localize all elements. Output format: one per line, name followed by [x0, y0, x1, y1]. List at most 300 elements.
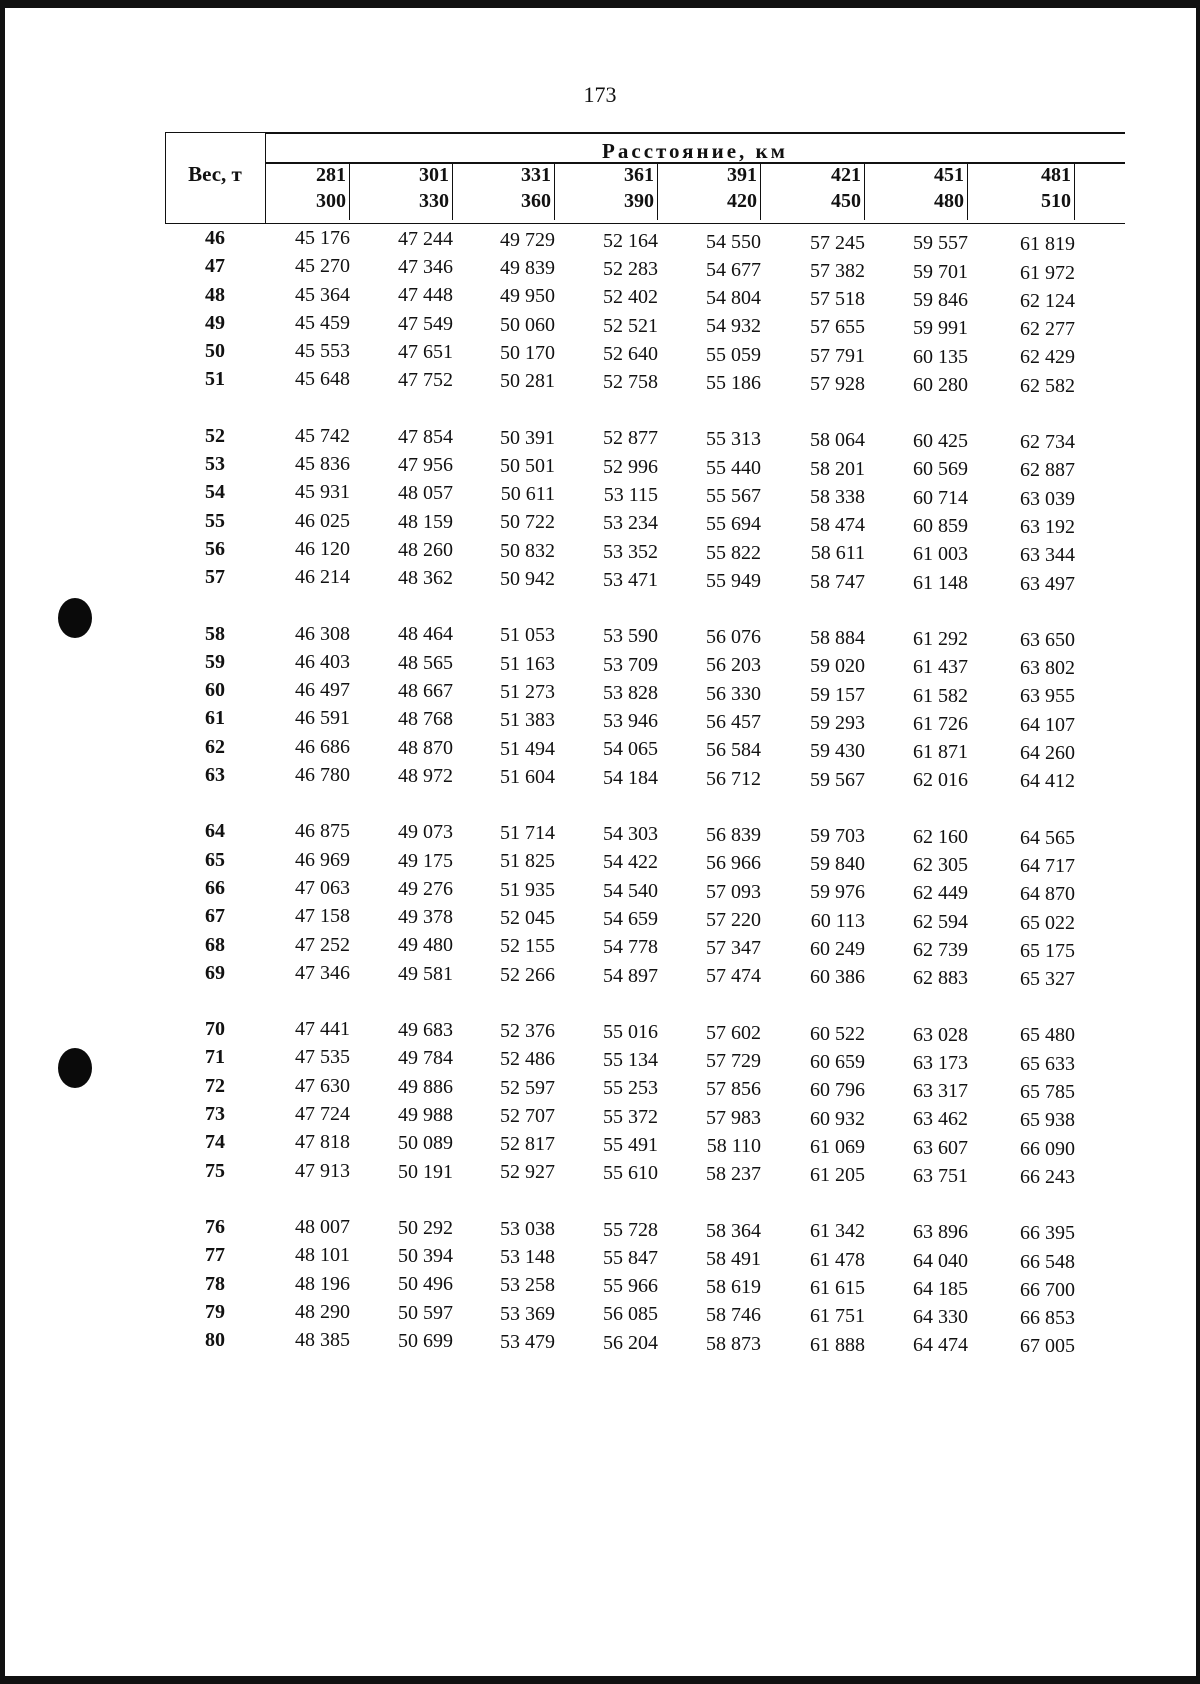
header-bottom-rule: [165, 223, 1125, 224]
tariff-cell: 55 372: [603, 1105, 658, 1128]
table-row: [165, 877, 1125, 905]
tariff-cell: 65 785: [1020, 1081, 1075, 1104]
table-row: [165, 1103, 1125, 1131]
tariff-cell: 59 976: [810, 881, 865, 904]
tariff-cell: 64 474: [913, 1334, 968, 1357]
tariff-cell: 48 362: [398, 567, 453, 590]
tariff-cell: 48 057: [398, 482, 453, 505]
tariff-cell: 57 928: [810, 372, 865, 395]
tariff-cell: 54 677: [706, 258, 761, 281]
tariff-cell: 64 107: [1020, 713, 1075, 736]
tariff-cell: 52 996: [603, 455, 658, 478]
tariff-cell: 53 148: [500, 1246, 555, 1268]
tariff-cell: 49 276: [398, 877, 453, 900]
range-from: 481: [1041, 164, 1071, 186]
tariff-cell: 60 659: [810, 1050, 865, 1073]
weight-cell: 64: [205, 820, 225, 843]
tariff-cell: 63 955: [1020, 685, 1075, 708]
tariff-cell: 46 025: [295, 509, 350, 532]
tariff-cell: 49 480: [398, 934, 453, 957]
tariff-cell: 57 474: [706, 965, 761, 988]
table-row: [165, 1075, 1125, 1103]
tariff-cell: 61 003: [913, 543, 968, 566]
tariff-cell: 64 330: [913, 1306, 968, 1329]
tariff-cell: 45 553: [295, 340, 350, 363]
tariff-cell: 60 569: [913, 458, 968, 481]
tariff-cell: 47 063: [295, 876, 350, 899]
table-row: [165, 425, 1125, 453]
tariff-cell: 46 686: [295, 735, 350, 758]
tariff-cell: 50 611: [500, 483, 555, 506]
range-from: 301: [419, 164, 449, 186]
tariff-cell: 60 425: [913, 430, 968, 453]
tariff-cell: 53 479: [500, 1330, 555, 1353]
row-group: [165, 1018, 1125, 1188]
weight-cell: 47: [205, 255, 225, 278]
tariff-cell: 55 966: [603, 1275, 658, 1298]
tariff-cell: 45 648: [295, 368, 350, 391]
tariff-cell: 50 722: [500, 511, 555, 534]
tariff-cell: 57 856: [706, 1078, 761, 1101]
tariff-cell: 51 163: [500, 652, 555, 675]
tariff-cell: 55 610: [603, 1162, 658, 1185]
tariff-cell: 52 817: [500, 1133, 555, 1156]
tariff-cell: 52 376: [500, 1019, 555, 1042]
tariff-cell: 47 441: [295, 1018, 350, 1041]
tariff-table: [165, 132, 1125, 1357]
tariff-cell: 47 346: [295, 961, 350, 984]
tariff-cell: 61 751: [810, 1305, 865, 1328]
tariff-cell: 50 699: [398, 1329, 453, 1352]
tariff-cell: 55 134: [603, 1049, 658, 1072]
table-row: [165, 566, 1125, 594]
range-rule: [657, 164, 658, 220]
tariff-cell: 54 540: [603, 879, 658, 902]
range-rule: [554, 164, 555, 220]
row-group: [165, 623, 1125, 793]
tariff-cell: 58 064: [810, 429, 865, 452]
tariff-cell: 63 497: [1020, 572, 1075, 595]
tariff-cell: 55 949: [706, 569, 761, 592]
tariff-cell: 57 347: [706, 937, 761, 960]
range-from: 331: [521, 164, 551, 186]
tariff-cell: 54 422: [603, 851, 658, 874]
tariff-cell: 47 724: [295, 1103, 350, 1126]
tariff-cell: 58 746: [706, 1304, 761, 1327]
tariff-cell: 65 480: [1020, 1024, 1075, 1047]
tariff-cell: 49 886: [398, 1075, 453, 1098]
tariff-cell: 58 237: [706, 1163, 761, 1186]
distance-label: Расстояние, км: [602, 139, 788, 163]
range-to: 510: [1041, 190, 1071, 212]
tariff-cell: 61 888: [810, 1333, 865, 1356]
tariff-cell: 53 038: [500, 1217, 555, 1240]
tariff-cell: 50 394: [398, 1245, 453, 1268]
tariff-cell: 59 157: [810, 683, 865, 706]
tariff-cell: 46 591: [295, 707, 350, 730]
tariff-cell: 58 338: [810, 485, 865, 508]
tariff-cell: 65 175: [1020, 939, 1075, 962]
tariff-cell: 66 700: [1020, 1278, 1075, 1301]
tariff-cell: 63 173: [913, 1051, 968, 1074]
weight-cell: 78: [205, 1272, 225, 1295]
table-row: [165, 453, 1125, 481]
weight-cell: 53: [205, 453, 225, 476]
tariff-cell: 62 887: [1020, 459, 1075, 482]
tariff-cell: 50 292: [398, 1216, 453, 1239]
weight-cell: 51: [205, 368, 225, 391]
tariff-cell: 54 303: [603, 823, 658, 846]
tariff-cell: 46 120: [295, 537, 350, 560]
tariff-cell: 49 073: [398, 821, 453, 844]
table-row: [165, 340, 1125, 368]
tariff-cell: 63 896: [913, 1221, 968, 1244]
tariff-cell: 57 245: [810, 231, 865, 254]
tariff-cell: 49 683: [398, 1019, 453, 1042]
tariff-cell: 50 501: [500, 454, 555, 477]
tariff-cell: 65 938: [1020, 1109, 1075, 1132]
tariff-cell: 48 972: [398, 764, 453, 787]
tariff-cell: 52 877: [603, 427, 658, 450]
tariff-cell: 64 717: [1020, 854, 1075, 877]
tariff-cell: 61 478: [810, 1248, 865, 1271]
range-from: 281: [316, 164, 346, 186]
tariff-cell: 47 956: [398, 453, 453, 476]
weight-cell: 60: [205, 679, 225, 702]
tariff-cell: 48 101: [295, 1244, 350, 1267]
scan-border-left: [0, 0, 5, 1684]
table-row: [165, 849, 1125, 877]
tariff-cell: 50 391: [500, 426, 555, 449]
punch-hole: [58, 598, 92, 638]
tariff-cell: 56 457: [706, 711, 761, 734]
tariff-cell: 59 567: [810, 768, 865, 791]
table-row: [165, 312, 1125, 340]
tariff-cell: 48 385: [295, 1329, 350, 1352]
weight-cell: 73: [205, 1103, 225, 1126]
weight-cell: 56: [205, 537, 225, 560]
tariff-cell: 62 160: [913, 825, 968, 848]
tariff-cell: 55 822: [706, 541, 761, 564]
table-row: [165, 1160, 1125, 1188]
tariff-cell: 57 729: [706, 1050, 761, 1073]
table-row: [165, 481, 1125, 509]
table-row: [165, 679, 1125, 707]
scan-border-top: [0, 0, 1200, 8]
tariff-cell: 66 395: [1020, 1222, 1075, 1245]
tariff-cell: 59 846: [913, 288, 968, 311]
tariff-cell: 59 293: [810, 711, 865, 734]
tariff-cell: 45 836: [295, 453, 350, 476]
tariff-cell: 56 712: [706, 767, 761, 790]
tariff-cell: 57 655: [810, 316, 865, 339]
weight-cell: 79: [205, 1300, 225, 1323]
tariff-cell: 52 597: [500, 1076, 555, 1099]
tariff-cell: 54 778: [603, 936, 658, 959]
tariff-cell: 56 966: [706, 852, 761, 875]
tariff-cell: 47 818: [295, 1131, 350, 1154]
tariff-cell: 49 988: [398, 1103, 453, 1126]
tariff-cell: 63 462: [913, 1108, 968, 1131]
weight-cell: 58: [205, 622, 225, 645]
tariff-cell: 55 016: [603, 1020, 658, 1043]
tariff-cell: 49 581: [398, 962, 453, 985]
tariff-cell: 61 205: [810, 1164, 865, 1187]
table-row: [165, 1244, 1125, 1272]
tariff-cell: 54 065: [603, 738, 658, 761]
tariff-cell: 62 739: [913, 938, 968, 961]
tariff-cell: 45 931: [295, 481, 350, 504]
tariff-cell: 51 825: [500, 850, 555, 873]
tariff-cell: 58 619: [706, 1276, 761, 1299]
tariff-cell: 61 437: [913, 656, 968, 679]
tariff-cell: 63 751: [913, 1165, 968, 1187]
tariff-cell: 45 364: [295, 283, 350, 306]
tariff-cell: 55 728: [603, 1218, 658, 1241]
tariff-cell: 50 170: [500, 341, 555, 364]
tariff-cell: 63 344: [1020, 544, 1075, 567]
weight-cell: 70: [205, 1018, 225, 1041]
table-row: [165, 820, 1125, 848]
range-to: 480: [934, 190, 964, 212]
tariff-cell: 56 204: [603, 1331, 658, 1354]
tariff-cell: 50 597: [398, 1301, 453, 1324]
tariff-cell: 52 155: [500, 935, 555, 958]
range-to: 330: [419, 190, 449, 212]
tariff-cell: 64 040: [913, 1249, 968, 1272]
tariff-cell: 52 640: [603, 342, 658, 365]
tariff-cell: 47 244: [398, 227, 453, 250]
tariff-cell: 48 290: [295, 1300, 350, 1323]
table-row: [165, 538, 1125, 566]
weight-cell: 48: [205, 283, 225, 306]
weight-cell: 52: [205, 424, 225, 447]
tariff-cell: 45 459: [295, 311, 350, 334]
tariff-cell: 56 203: [706, 654, 761, 677]
tariff-cell: 61 582: [913, 684, 968, 707]
tariff-cell: 56 085: [603, 1303, 658, 1326]
tariff-cell: 65 022: [1020, 911, 1075, 934]
weight-cell: 74: [205, 1131, 225, 1154]
tariff-cell: 55 253: [603, 1077, 658, 1100]
row-group: [165, 820, 1125, 990]
tariff-cell: 48 260: [398, 538, 453, 561]
tariff-cell: 47 549: [398, 312, 453, 335]
tariff-cell: 51 604: [500, 765, 555, 788]
weight-cell: 49: [205, 311, 225, 334]
tariff-cell: 58 884: [810, 627, 865, 650]
table-row: [165, 368, 1125, 396]
tariff-cell: 52 758: [603, 371, 658, 394]
tariff-cell: 51 273: [500, 680, 555, 703]
tariff-cell: 48 565: [398, 651, 453, 674]
tariff-cell: 55 491: [603, 1134, 658, 1156]
row-group: [165, 1216, 1125, 1357]
distance-range-header: [363, 162, 453, 214]
tariff-cell: 49 729: [500, 228, 555, 251]
tariff-cell: 59 430: [810, 740, 865, 763]
tariff-cell: 48 196: [295, 1272, 350, 1295]
distance-range-header: [985, 162, 1075, 214]
tariff-cell: 55 567: [706, 484, 761, 507]
tariff-cell: 58 110: [706, 1134, 761, 1157]
weight-cell: 75: [205, 1159, 225, 1182]
tariff-cell: 64 412: [1020, 770, 1075, 793]
tariff-cell: 58 747: [810, 570, 865, 593]
weight-cell: 69: [205, 961, 225, 984]
distance-range-header: [465, 162, 555, 214]
tariff-cell: 51 383: [500, 709, 555, 732]
tariff-cell: 52 707: [500, 1104, 555, 1127]
range-to: 390: [624, 190, 654, 212]
table-row: [165, 962, 1125, 990]
tariff-cell: 55 847: [603, 1246, 658, 1269]
tariff-cell: 57 382: [810, 259, 865, 282]
weight-cell: 80: [205, 1329, 225, 1352]
tariff-cell: 46 403: [295, 650, 350, 673]
range-rule: [1074, 164, 1075, 220]
tariff-cell: 62 016: [913, 769, 968, 792]
tariff-cell: 59 703: [810, 824, 865, 847]
tariff-cell: 51 494: [500, 737, 555, 760]
tariff-cell: 53 590: [603, 625, 658, 648]
tariff-cell: 48 159: [398, 510, 453, 533]
tariff-cell: 46 308: [295, 622, 350, 645]
tariff-cell: 46 969: [295, 848, 350, 871]
tariff-cell: 47 346: [398, 256, 453, 279]
tariff-cell: 62 429: [1020, 346, 1075, 369]
tariff-cell: 51 935: [500, 878, 555, 901]
weight-cell: 76: [205, 1215, 225, 1238]
tariff-cell: 62 582: [1020, 374, 1075, 397]
tariff-cell: 46 214: [295, 566, 350, 589]
tariff-cell: 62 124: [1020, 289, 1075, 312]
tariff-cell: 64 870: [1020, 883, 1075, 906]
table-row: [165, 1273, 1125, 1301]
tariff-cell: 49 784: [398, 1047, 453, 1070]
tariff-cell: 58 491: [706, 1247, 761, 1270]
tariff-cell: 58 611: [810, 542, 865, 565]
tariff-cell: 53 352: [603, 540, 658, 563]
range-from: 421: [831, 164, 861, 186]
tariff-cell: 61 615: [810, 1277, 865, 1299]
tariff-cell: 52 266: [500, 963, 555, 986]
tariff-cell: 63 039: [1020, 487, 1075, 510]
tariff-cell: 62 883: [913, 967, 968, 990]
tariff-cell: 60 522: [810, 1022, 865, 1045]
scan-border-right: [1196, 0, 1200, 1684]
tariff-cell: 61 342: [810, 1220, 865, 1243]
tariff-cell: 54 659: [603, 907, 658, 930]
tariff-cell: 52 486: [500, 1048, 555, 1071]
tariff-cell: 61 726: [913, 712, 968, 735]
tariff-cell: 50 281: [500, 370, 555, 393]
tariff-cell: 49 378: [398, 906, 453, 929]
weight-cell: 67: [205, 905, 225, 928]
table-row: [165, 1216, 1125, 1244]
range-to: 300: [316, 190, 346, 212]
tariff-cell: 63 607: [913, 1136, 968, 1159]
tariff-cell: 60 113: [810, 909, 865, 932]
tariff-cell: 59 991: [913, 317, 968, 340]
weight-cell: 59: [205, 650, 225, 673]
table-row: [165, 651, 1125, 679]
tariff-cell: 55 186: [706, 372, 761, 395]
weight-cell: 46: [205, 227, 225, 249]
tariff-cell: 47 651: [398, 341, 453, 364]
tariff-cell: 62 305: [913, 854, 968, 877]
tariff-cell: 62 594: [913, 910, 968, 933]
tariff-cell: 45 742: [295, 424, 350, 447]
tariff-cell: 61 972: [1020, 261, 1075, 284]
table-row: [165, 707, 1125, 735]
distance-range-header: [775, 162, 865, 214]
tariff-cell: 50 942: [500, 568, 555, 591]
tariff-cell: 62 734: [1020, 431, 1075, 454]
weight-cell: 55: [205, 509, 225, 532]
weight-column-label: Вес, т: [188, 162, 242, 186]
range-from: 361: [624, 164, 654, 186]
range-to: 360: [521, 190, 551, 212]
table-row: [165, 1018, 1125, 1046]
tariff-cell: 52 927: [500, 1161, 555, 1184]
range-from: 451: [934, 164, 964, 186]
tariff-cell: 48 667: [398, 680, 453, 703]
tariff-cell: 47 448: [398, 284, 453, 307]
page-number: 173: [583, 82, 617, 107]
weight-cell: 71: [205, 1046, 225, 1069]
tariff-cell: 63 192: [1020, 515, 1075, 538]
tariff-cell: 56 330: [706, 682, 761, 705]
tariff-cell: 52 283: [603, 257, 658, 280]
weight-cell: 50: [205, 340, 225, 363]
tariff-cell: 55 313: [706, 428, 761, 451]
tariff-cell: 66 243: [1020, 1165, 1075, 1188]
tariff-cell: 50 191: [398, 1160, 453, 1183]
tariff-cell: 54 932: [706, 315, 761, 338]
tariff-cell: 53 369: [500, 1302, 555, 1325]
tariff-cell: 53 946: [603, 710, 658, 733]
table-row: [165, 1301, 1125, 1329]
tariff-cell: 60 932: [810, 1107, 865, 1130]
table-row: [165, 1131, 1125, 1159]
tariff-cell: 53 234: [603, 512, 658, 535]
tariff-cell: 61 292: [913, 627, 968, 650]
table-row: [165, 934, 1125, 962]
tariff-cell: 61 819: [1020, 233, 1075, 256]
tariff-cell: 50 832: [500, 539, 555, 562]
tariff-cell: 55 694: [706, 513, 761, 536]
tariff-cell: 53 258: [500, 1274, 555, 1297]
tariff-cell: 46 780: [295, 764, 350, 787]
weight-cell: 72: [205, 1074, 225, 1097]
tariff-cell: 59 701: [913, 260, 968, 283]
tariff-cell: 54 550: [706, 230, 761, 253]
tariff-cell: 57 093: [706, 880, 761, 903]
tariff-cell: 57 602: [706, 1021, 761, 1044]
punch-hole: [58, 1048, 92, 1088]
tariff-cell: 62 449: [913, 882, 968, 905]
tariff-cell: 57 983: [706, 1106, 761, 1129]
tariff-cell: 64 260: [1020, 742, 1075, 765]
tariff-cell: 60 714: [913, 486, 968, 509]
tariff-cell: 61 148: [913, 571, 968, 594]
tariff-cell: 60 280: [913, 373, 968, 396]
scan-border-bottom: [0, 1676, 1200, 1684]
header-top-rule: [165, 132, 265, 133]
tariff-cell: 48 007: [295, 1215, 350, 1238]
tariff-cell: 46 497: [295, 679, 350, 702]
